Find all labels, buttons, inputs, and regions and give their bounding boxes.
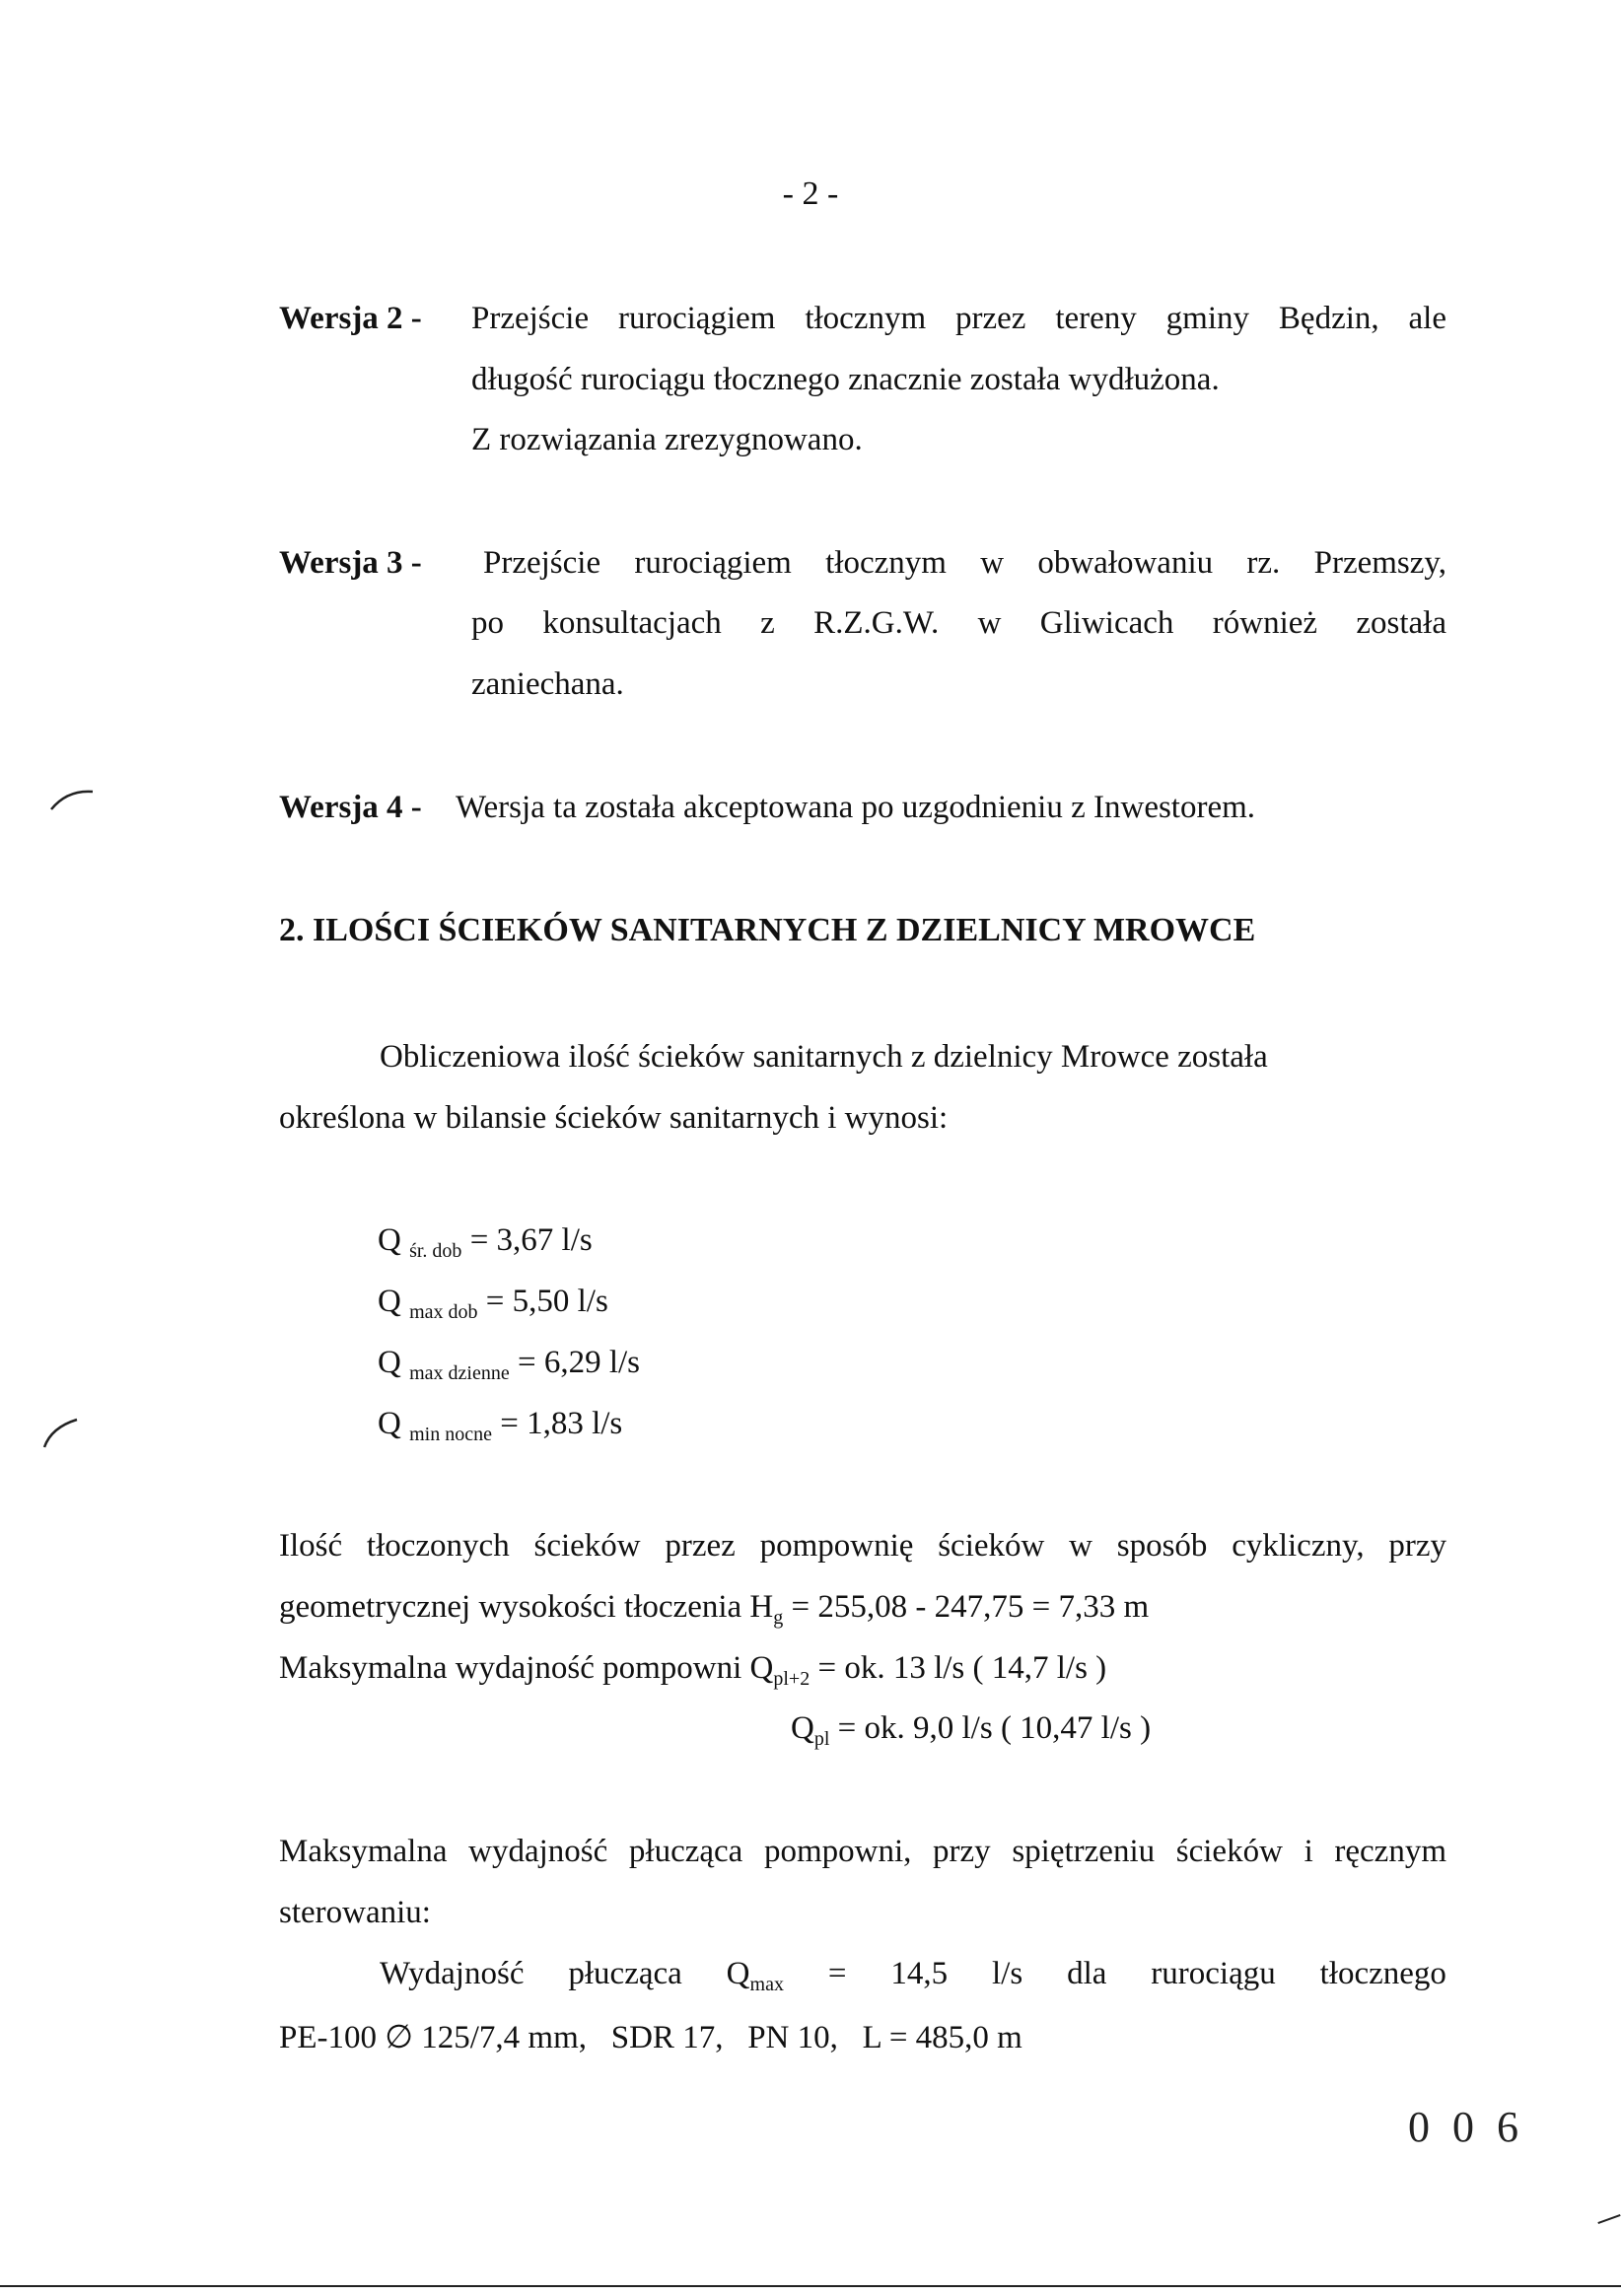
- version-3-line-3: zaniechana.: [471, 666, 624, 702]
- pumping-line-2: geometrycznej wysokości tłoczenia $H_g = 255,08 - 247,75 = 7,33$ m: [279, 1589, 1150, 1629]
- version-2-label: Wersja 2 -: [279, 301, 422, 336]
- flushing-line-3: Wydajność płucząca $Q_{max}$ = 14,5 l/s dla rurociągu tłocznego: [380, 1956, 1446, 1995]
- pumping-line-1: Ilość tłoczonych ścieków przez pompownię ścieków w sposób cykliczny, przy: [279, 1528, 1446, 1564]
- margin-mark-icon: [49, 784, 95, 811]
- scan-edge-line: [0, 2285, 1621, 2287]
- version-3-line-1: Przejście rurociągiem tłocznym w obwałowaniu rz. Przemszy,: [483, 545, 1446, 581]
- version-2-line-1: Przejście rurociągiem tłocznym przez tereny gminy Będzin, ale: [471, 301, 1446, 336]
- page-number: - 2 -: [782, 175, 839, 212]
- pumping-line-3: Maksymalna wydajność pompowni $Q_{pl+2}$ = ok. 13 l/s ( 14,7 l/s ): [279, 1650, 1107, 1690]
- margin-mark-icon: [41, 1416, 81, 1449]
- flushing-line-2: sterowaniu:: [279, 1895, 431, 1930]
- intro-line-1: Obliczeniowa ilość ścieków sanitarnych z dzielnicy Mrowce została: [380, 1039, 1268, 1075]
- section-heading: 2. ILOŚCI ŚCIEKÓW SANITARNYCH Z DZIELNICY MROWCE: [279, 912, 1256, 948]
- flow-item: Q $_{śr. dob}$ = 3,67 l/s: [378, 1222, 593, 1262]
- flow-item: Q $_{max dob}$ = 5,50 l/s: [378, 1284, 608, 1323]
- flow-item: Q $_{min nocne}$ = 1,83 l/s: [378, 1406, 623, 1445]
- scan-edge-line: [1597, 2214, 1620, 2224]
- flushing-line-1: Maksymalna wydajność płucząca pompowni, przy spiętrzeniu ścieków i ręcznym: [279, 1834, 1446, 1869]
- pumping-line-4: $Q_{pl}$ = ok. 9,0 l/s ( 10,47 l/s ): [791, 1710, 1152, 1750]
- version-4-label: Wersja 4 -: [279, 790, 422, 825]
- flow-item: Q $_{max dzienne}$ = 6,29 l/s: [378, 1345, 641, 1384]
- version-3-label: Wersja 3 -: [279, 545, 422, 581]
- page-stamp-number: 0 0 6: [1408, 2103, 1524, 2151]
- flushing-line-4: PE-100 ∅ 125/7,4 mm, SDR 17, PN 10, L = 485,0 m: [279, 2020, 1022, 2055]
- version-3-line-2: po konsultacjach z R.Z.G.W. w Gliwicach również została: [471, 605, 1446, 641]
- version-4-line-1: Wersja ta została akceptowana po uzgodnieniu z Inwestorem.: [456, 790, 1256, 825]
- intro-line-2: określona w bilansie ścieków sanitarnych i wynosi:: [279, 1100, 949, 1136]
- version-2-line-2: długość rurociągu tłocznego znacznie została wydłużona.: [471, 362, 1220, 397]
- version-2-line-3: Z rozwiązania zrezygnowano.: [471, 422, 863, 457]
